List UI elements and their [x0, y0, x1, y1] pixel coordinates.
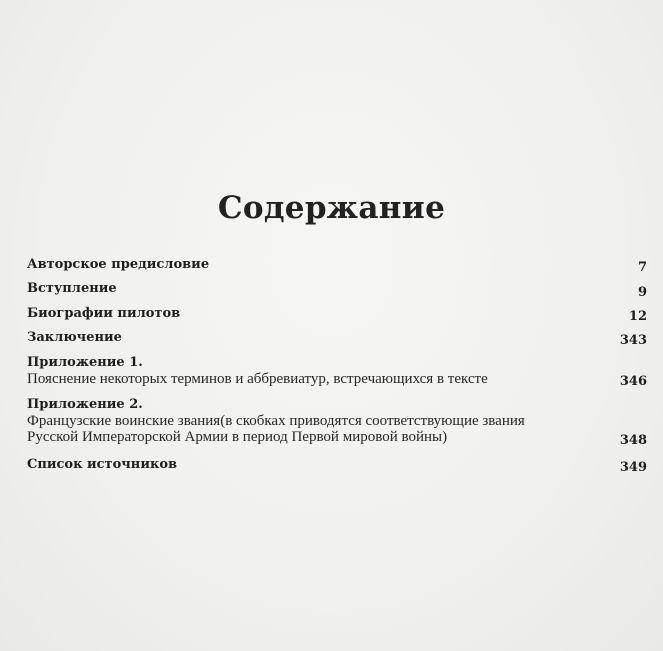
- toc-entry-description: Пояснение некоторых терминов и аббревиатур, встречающихся в тексте: [27, 371, 488, 387]
- toc-entry-description-line: Французские воинские звания(в скобках приводятся соответствующие звания: [27, 413, 525, 429]
- toc-entry-heading: Список источников: [27, 457, 178, 472]
- toc-entry-conclusion: [27, 329, 647, 346]
- toc-entry-page-number: 349: [619, 460, 647, 475]
- toc-entry-appendix-2: [27, 396, 647, 448]
- toc-entry-appendix-1: [27, 354, 647, 387]
- toc-entry-page-number: 348: [619, 433, 647, 448]
- toc-entry-heading: Биографии пилотов: [27, 306, 181, 321]
- toc-entry-description-line: Русской Императорской Армии в период Первой мировой войны): [27, 429, 448, 445]
- toc-entry-page-number: 9: [637, 285, 647, 300]
- toc-entry-heading: Заключение: [27, 330, 122, 345]
- toc-entry-heading: Авторское предисловие: [27, 257, 210, 272]
- toc-entry-introduction: [27, 280, 647, 300]
- toc-entry-page-number: 343: [619, 333, 647, 348]
- page-title: Содержание: [217, 190, 446, 226]
- toc-entry-sources: [27, 456, 647, 473]
- toc-entry-page-number: 7: [637, 260, 647, 275]
- toc-entry-page-number: 346: [619, 374, 647, 389]
- toc-entry-page-number: 12: [628, 309, 647, 324]
- toc-entry-heading: Вступление: [27, 281, 117, 296]
- toc-entry-preface: [27, 256, 647, 273]
- toc-entry-pilot-biographies: [27, 305, 647, 322]
- toc-entry-heading: Приложение 2.: [27, 397, 143, 412]
- toc-entry-heading: Приложение 1.: [27, 355, 143, 370]
